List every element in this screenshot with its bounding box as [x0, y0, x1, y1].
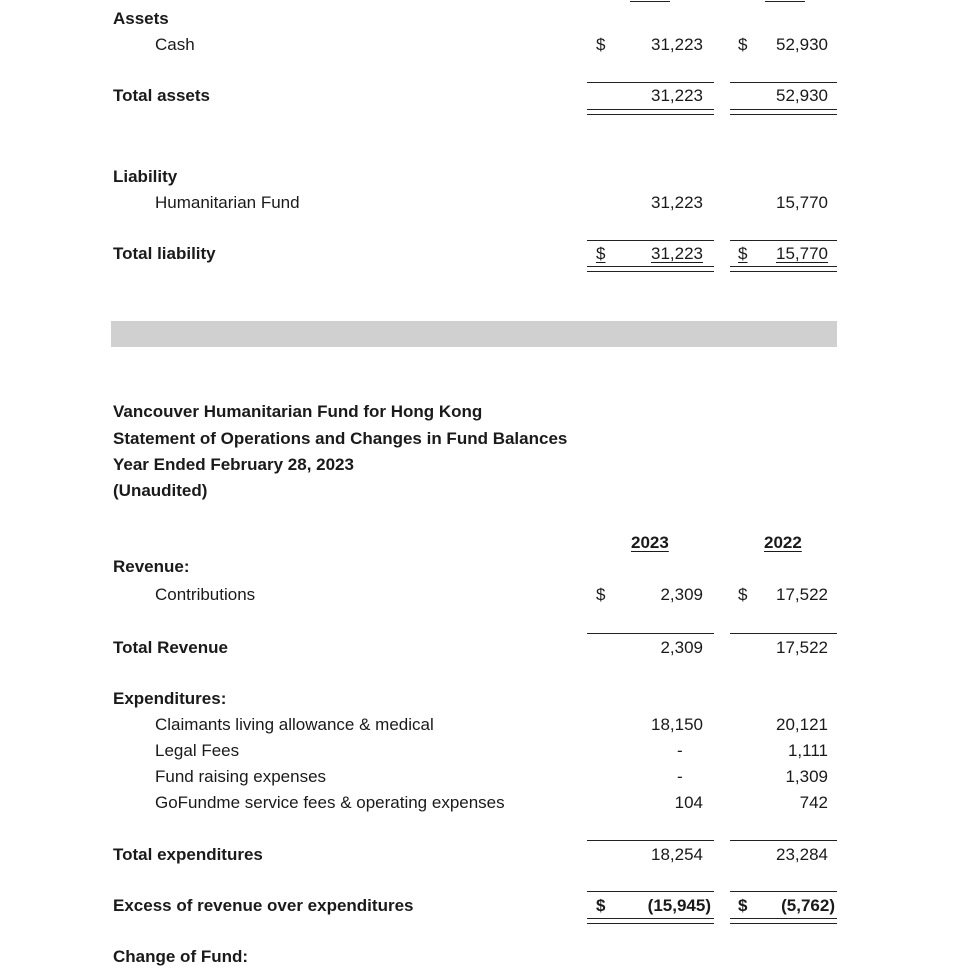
total-expenditures-2023: 18,254 — [651, 845, 703, 864]
expenditure-label: Fund raising expenses — [155, 767, 327, 786]
top-rule-2022 — [765, 1, 805, 2]
total-liability-2023: 31,223 — [651, 244, 703, 263]
page-break-band — [111, 321, 837, 347]
rule-above-excess-2022 — [730, 891, 837, 892]
expenditure-label: Legal Fees — [155, 741, 240, 760]
excess-dollar-2022: $ — [738, 896, 748, 915]
rule-above-total-expenditures-2023 — [587, 840, 714, 841]
rule-above-excess-2023 — [587, 891, 714, 892]
double-rule-total-liability-2022 — [730, 266, 837, 272]
expenditure-2023: 104 — [674, 793, 703, 812]
total-revenue-label: Total Revenue — [113, 638, 228, 657]
rule-above-total-expenditures-2022 — [730, 840, 837, 841]
expenditure-2022: 1,309 — [785, 767, 828, 786]
column-header-2023: 2023 — [631, 533, 669, 552]
contributions-2023: 2,309 — [660, 585, 703, 604]
expenditure-label: GoFundme service fees & operating expenses — [155, 793, 505, 812]
cash-label: Cash — [155, 35, 195, 54]
liability-heading: Liability — [113, 167, 178, 186]
revenue-heading: Revenue: — [113, 557, 190, 576]
total-liability-dollar-2023: $ — [596, 244, 606, 263]
contributions-2022: 17,522 — [776, 585, 828, 604]
humanitarian-fund-2022: 15,770 — [776, 193, 828, 212]
double-rule-total-assets-2022 — [730, 109, 837, 115]
cash-dollar-2022: $ — [738, 35, 748, 54]
expenditure-2022: 20,121 — [776, 715, 828, 734]
double-rule-excess-2023 — [587, 918, 714, 924]
excess-2023: (15,945) — [647, 896, 711, 915]
total-revenue-2023: 2,309 — [660, 638, 703, 657]
total-liability-label: Total liability — [113, 244, 216, 263]
excess-label: Excess of revenue over expenditures — [113, 896, 414, 915]
cash-2023: 31,223 — [651, 35, 703, 54]
statement-title: Statement of Operations and Changes in Fund Balances — [113, 429, 568, 448]
cash-2022: 52,930 — [776, 35, 828, 54]
rule-above-total-revenue-2023 — [587, 633, 714, 634]
total-assets-label: Total assets — [113, 86, 211, 105]
excess-dollar-2023: $ — [596, 896, 606, 915]
humanitarian-fund-label: Humanitarian Fund — [155, 193, 300, 212]
total-expenditures-label: Total expenditures — [113, 845, 263, 864]
cash-dollar-2023: $ — [596, 35, 606, 54]
contributions-dollar-2022: $ — [738, 585, 748, 604]
expenditure-2022: 742 — [799, 793, 828, 812]
excess-2022: (5,762) — [781, 896, 835, 915]
expenditure-2023: 18,150 — [651, 715, 703, 734]
rule-above-total-liability-2023 — [587, 240, 714, 241]
total-liability-2022: 15,770 — [776, 244, 828, 263]
humanitarian-fund-2023: 31,223 — [651, 193, 703, 212]
total-assets-2022: 52,930 — [776, 86, 828, 105]
change-of-fund-heading: Change of Fund: — [113, 947, 249, 966]
expenditure-2023: - — [677, 741, 683, 760]
rule-above-total-assets-2023 — [587, 82, 714, 83]
contributions-label: Contributions — [155, 585, 256, 604]
org-name: Vancouver Humanitarian Fund for Hong Kong — [113, 402, 483, 421]
contributions-dollar-2023: $ — [596, 585, 606, 604]
total-assets-2023: 31,223 — [651, 86, 703, 105]
rule-above-total-assets-2022 — [730, 82, 837, 83]
expenditures-heading: Expenditures: — [113, 689, 227, 708]
total-liability-dollar-2022: $ — [738, 244, 748, 263]
double-rule-excess-2022 — [730, 918, 837, 924]
expenditure-label: Claimants living allowance & medical — [155, 715, 434, 734]
double-rule-total-liability-2023 — [587, 266, 714, 272]
double-rule-total-assets-2023 — [587, 109, 714, 115]
top-rule-2023 — [630, 1, 670, 2]
rule-above-total-liability-2022 — [730, 240, 837, 241]
total-revenue-2022: 17,522 — [776, 638, 828, 657]
expenditure-2022: 1,111 — [787, 741, 828, 760]
assets-heading: Assets — [113, 9, 169, 28]
column-header-2022: 2022 — [764, 533, 802, 552]
total-expenditures-2022: 23,284 — [776, 845, 828, 864]
statement-period: Year Ended February 28, 2023 — [113, 455, 354, 474]
audit-status: (Unaudited) — [113, 481, 208, 500]
expenditure-2023: - — [677, 767, 683, 786]
rule-above-total-revenue-2022 — [730, 633, 837, 634]
